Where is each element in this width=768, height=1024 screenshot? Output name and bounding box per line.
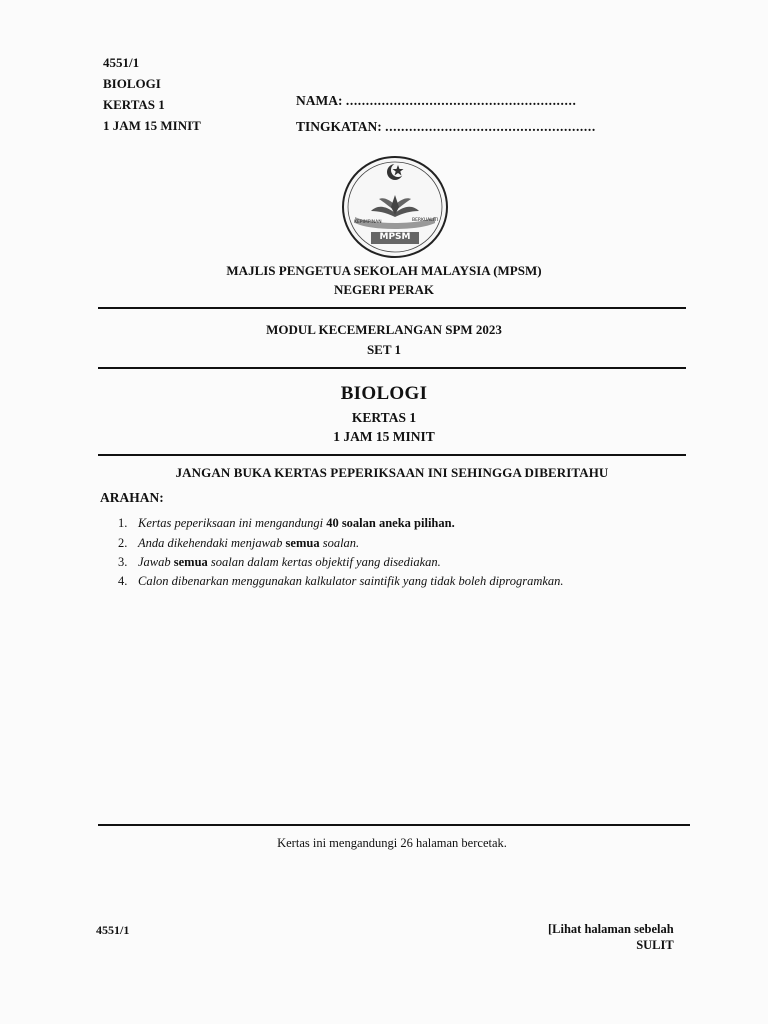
- instruction-number: 4.: [118, 574, 128, 588]
- next-page-note: [Lihat halaman sebelah: [548, 922, 674, 936]
- divider-2: [98, 367, 686, 369]
- paper-info-block: [103, 52, 201, 136]
- subject-name: BIOLOGI: [103, 76, 161, 91]
- mpsm-logo: [341, 155, 449, 259]
- instruction-emphasis: semua: [285, 536, 320, 550]
- instructions-heading: ARAHAN:: [100, 490, 164, 505]
- exam-warning: JANGAN BUKA KERTAS PEPERIKSAAN INI SEHINGGA DIBERITAHU: [175, 465, 609, 480]
- organisation-state: NEGERI PERAK: [333, 282, 435, 297]
- divider-footer: [98, 824, 690, 826]
- nama-dots: ..........................................................: [345, 93, 577, 108]
- divider-1: [98, 307, 686, 309]
- paper-code: 4551/1: [103, 55, 140, 70]
- footer-paper-code: 4551/1: [96, 923, 130, 937]
- footer-right-block: [548, 921, 674, 953]
- instruction-text: Jawab: [138, 555, 174, 569]
- divider-3: [98, 454, 686, 456]
- logo-acronym: MPSM: [379, 232, 411, 242]
- nama-label: NAMA:: [296, 93, 343, 108]
- instruction-number: 2.: [118, 536, 128, 550]
- tingkatan-label: TINGKATAN:: [296, 119, 382, 134]
- page-count-note: Kertas ini mengandungi 26 halaman bercetak.: [277, 836, 507, 850]
- instruction-text-end: soalan.: [319, 536, 360, 550]
- instruction-text: Anda dikehendaki menjawab: [138, 536, 286, 550]
- instruction-item: [118, 516, 455, 531]
- instruction-number: 1.: [118, 516, 128, 530]
- organisation-name: MAJLIS PENGETUA SEKOLAH MALAYSIA (MPSM): [226, 263, 542, 278]
- logo-ribbon-left: KEPIMPINAN: [354, 220, 382, 225]
- tingkatan-dots: .....................................................: [385, 119, 596, 134]
- module-set: SET 1: [366, 342, 402, 357]
- paper-number: KERTAS 1: [103, 97, 165, 112]
- instruction-text: Kertas peperiksaan ini mengandungi: [138, 516, 327, 530]
- instruction-item: [118, 574, 564, 589]
- tingkatan-field: [296, 119, 596, 135]
- module-title: MODUL KECEMERLANGAN SPM 2023: [266, 322, 502, 337]
- paper-duration-title: 1 JAM 15 MINIT: [333, 429, 435, 444]
- instruction-text: Calon dibenarkan menggunakan kalkulator saintifik yang tidak boleh diprogramkan.: [138, 574, 564, 588]
- paper-subject-title: BIOLOGI: [340, 383, 428, 404]
- paper-duration: 1 JAM 15 MINIT: [103, 118, 201, 133]
- classification-label: SULIT: [636, 938, 674, 952]
- logo-ribbon-right: BERKUALITI: [412, 218, 439, 223]
- nama-field: [296, 93, 576, 109]
- instruction-emphasis: 40 soalan aneka pilihan.: [326, 516, 455, 530]
- instruction-emphasis: semua: [173, 555, 208, 569]
- instruction-item: [118, 555, 441, 570]
- instruction-item: [118, 536, 359, 551]
- paper-number-title: KERTAS 1: [351, 410, 417, 425]
- instruction-text-end: soalan dalam kertas objektif yang disediakan.: [207, 555, 441, 569]
- instruction-number: 3.: [118, 555, 128, 569]
- mpsm-logo-emblem: [341, 155, 449, 259]
